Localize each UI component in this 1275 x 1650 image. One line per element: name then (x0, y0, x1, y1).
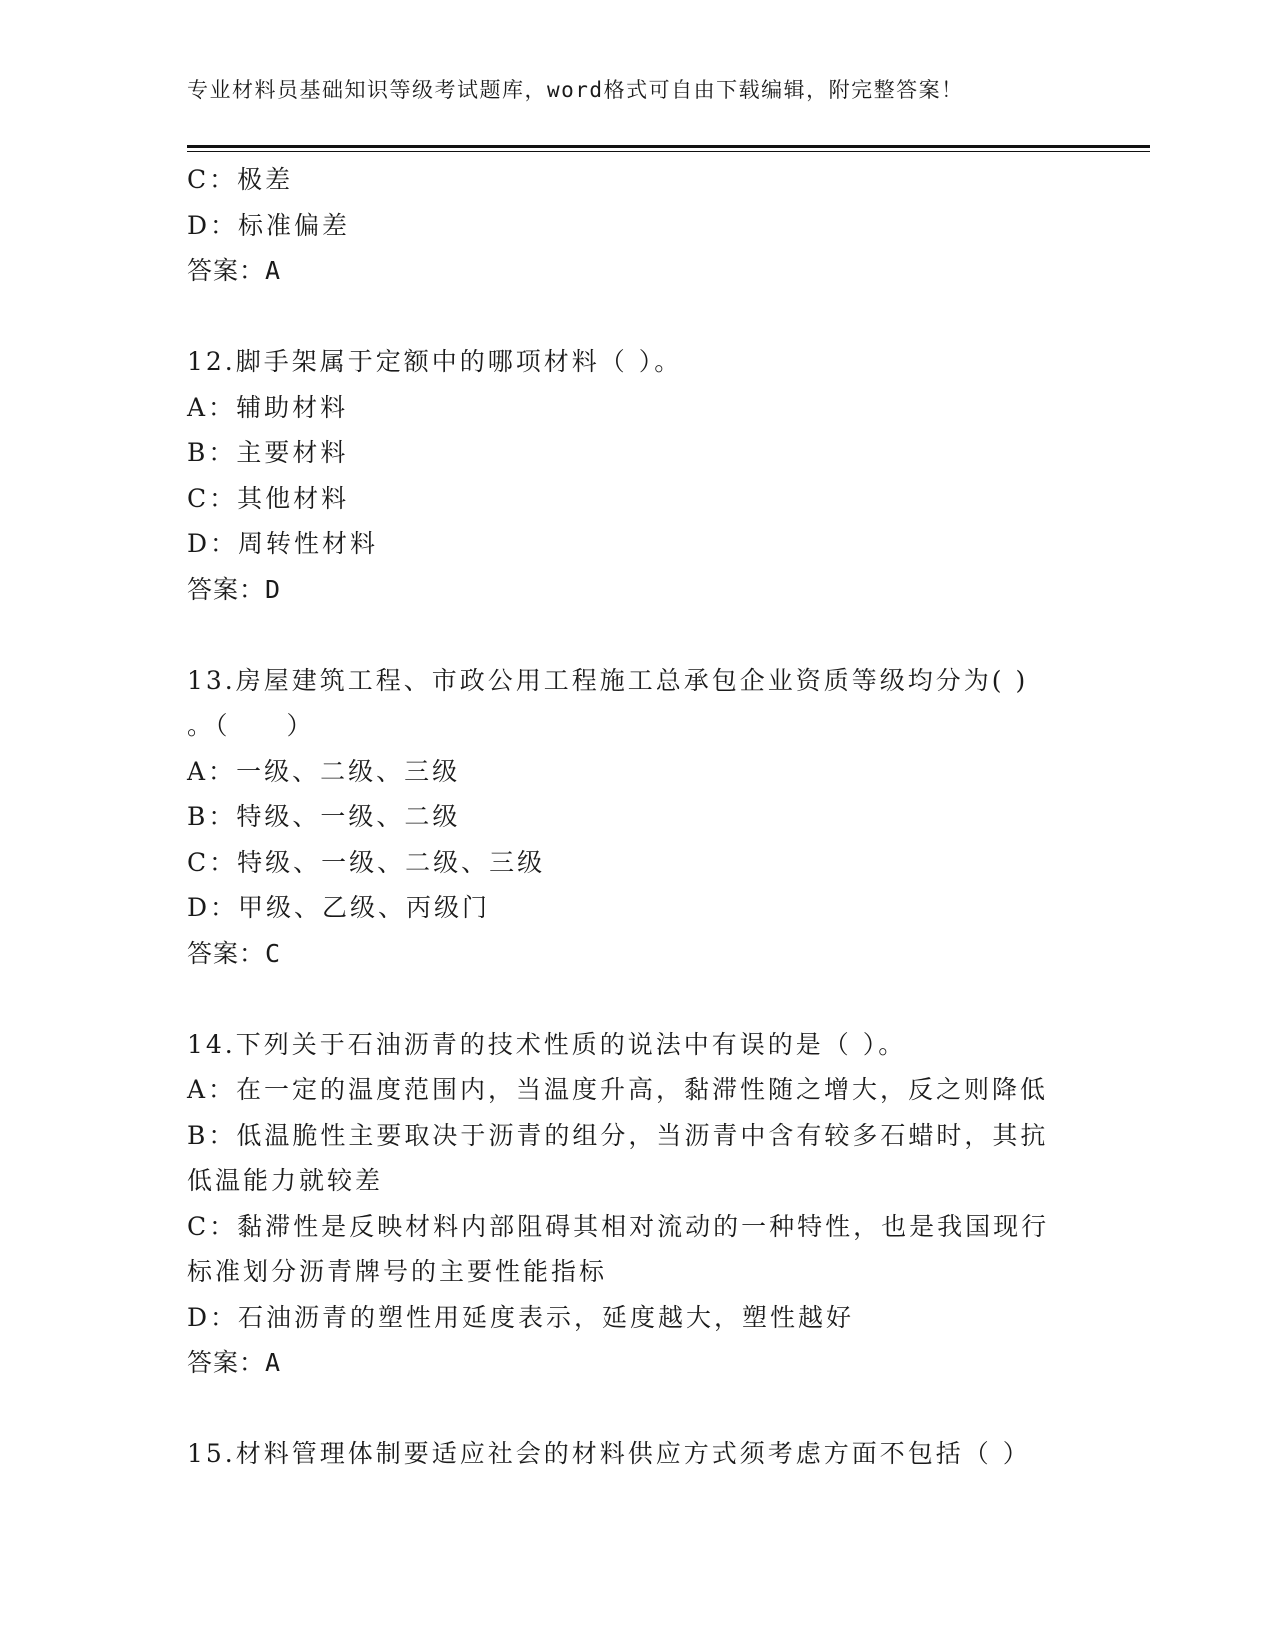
question-content (187, 157, 1087, 1477)
q14-option-c-line2: 标准划分沥青牌号的主要性能指标 (187, 1257, 608, 1286)
prev-answer: 答案：A (187, 256, 282, 285)
q13-option-c: C：特级、一级、二级、三级 (187, 847, 546, 877)
q13-stem-line1: 13.房屋建筑工程、市政公用工程施工总承包企业资质等级均分为( ) (187, 665, 1029, 695)
q14-option-c-line1: C：黏滞性是反映材料内部阻碍其相对流动的一种特性，也是我国现行 (187, 1211, 1050, 1241)
q12-answer: 答案：D (187, 574, 282, 604)
q14-option-b-line2: 低温能力就较差 (187, 1166, 384, 1195)
q14-stem: 14.下列关于石油沥青的技术性质的说法中有误的是（ ）。 (187, 1029, 907, 1059)
q14-option-b-line1: B：低温脆性主要取决于沥青的组分，当沥青中含有较多石蜡时，其抗 (187, 1120, 1049, 1150)
q12-option-c: C：其他材料 (187, 483, 350, 513)
q12-option-a: A：辅助材料 (187, 392, 349, 422)
q13-option-a: A：一级、二级、三级 (187, 756, 461, 786)
q15-stem: 15.材料管理体制要适应社会的材料供应方式须考虑方面不包括（ ） (187, 1439, 1031, 1468)
prev-option-c: C：极差 (187, 165, 294, 194)
header-rule-thin (187, 151, 1150, 152)
q14-answer: 答案：A (187, 1348, 282, 1377)
q14-option-d: D：石油沥青的塑性用延度表示，延度越大，塑性越好 (187, 1302, 855, 1332)
page-header: 专业材料员基础知识等级考试题库，word格式可自由下载编辑，附完整答案！ (187, 78, 964, 102)
prev-option-d: D：标准偏差 (187, 210, 351, 240)
q13-option-b: B：特级、一级、二级 (187, 802, 461, 831)
header-rule-thick (187, 145, 1150, 148)
q13-answer: 答案：C (187, 938, 282, 968)
q14-option-a: A：在一定的温度范围内，当温度升高，黏滞性随之增大，反之则降低 (187, 1075, 1049, 1104)
q13-option-d: D：甲级、乙级、丙级门 (187, 893, 491, 922)
q12-stem: 12.脚手架属于定额中的哪项材料（ ）。 (187, 347, 683, 376)
q12-option-b: B：主要材料 (187, 438, 349, 467)
q12-option-d: D：周转性材料 (187, 529, 379, 558)
q13-stem-line2: 。（ ） (187, 711, 315, 740)
